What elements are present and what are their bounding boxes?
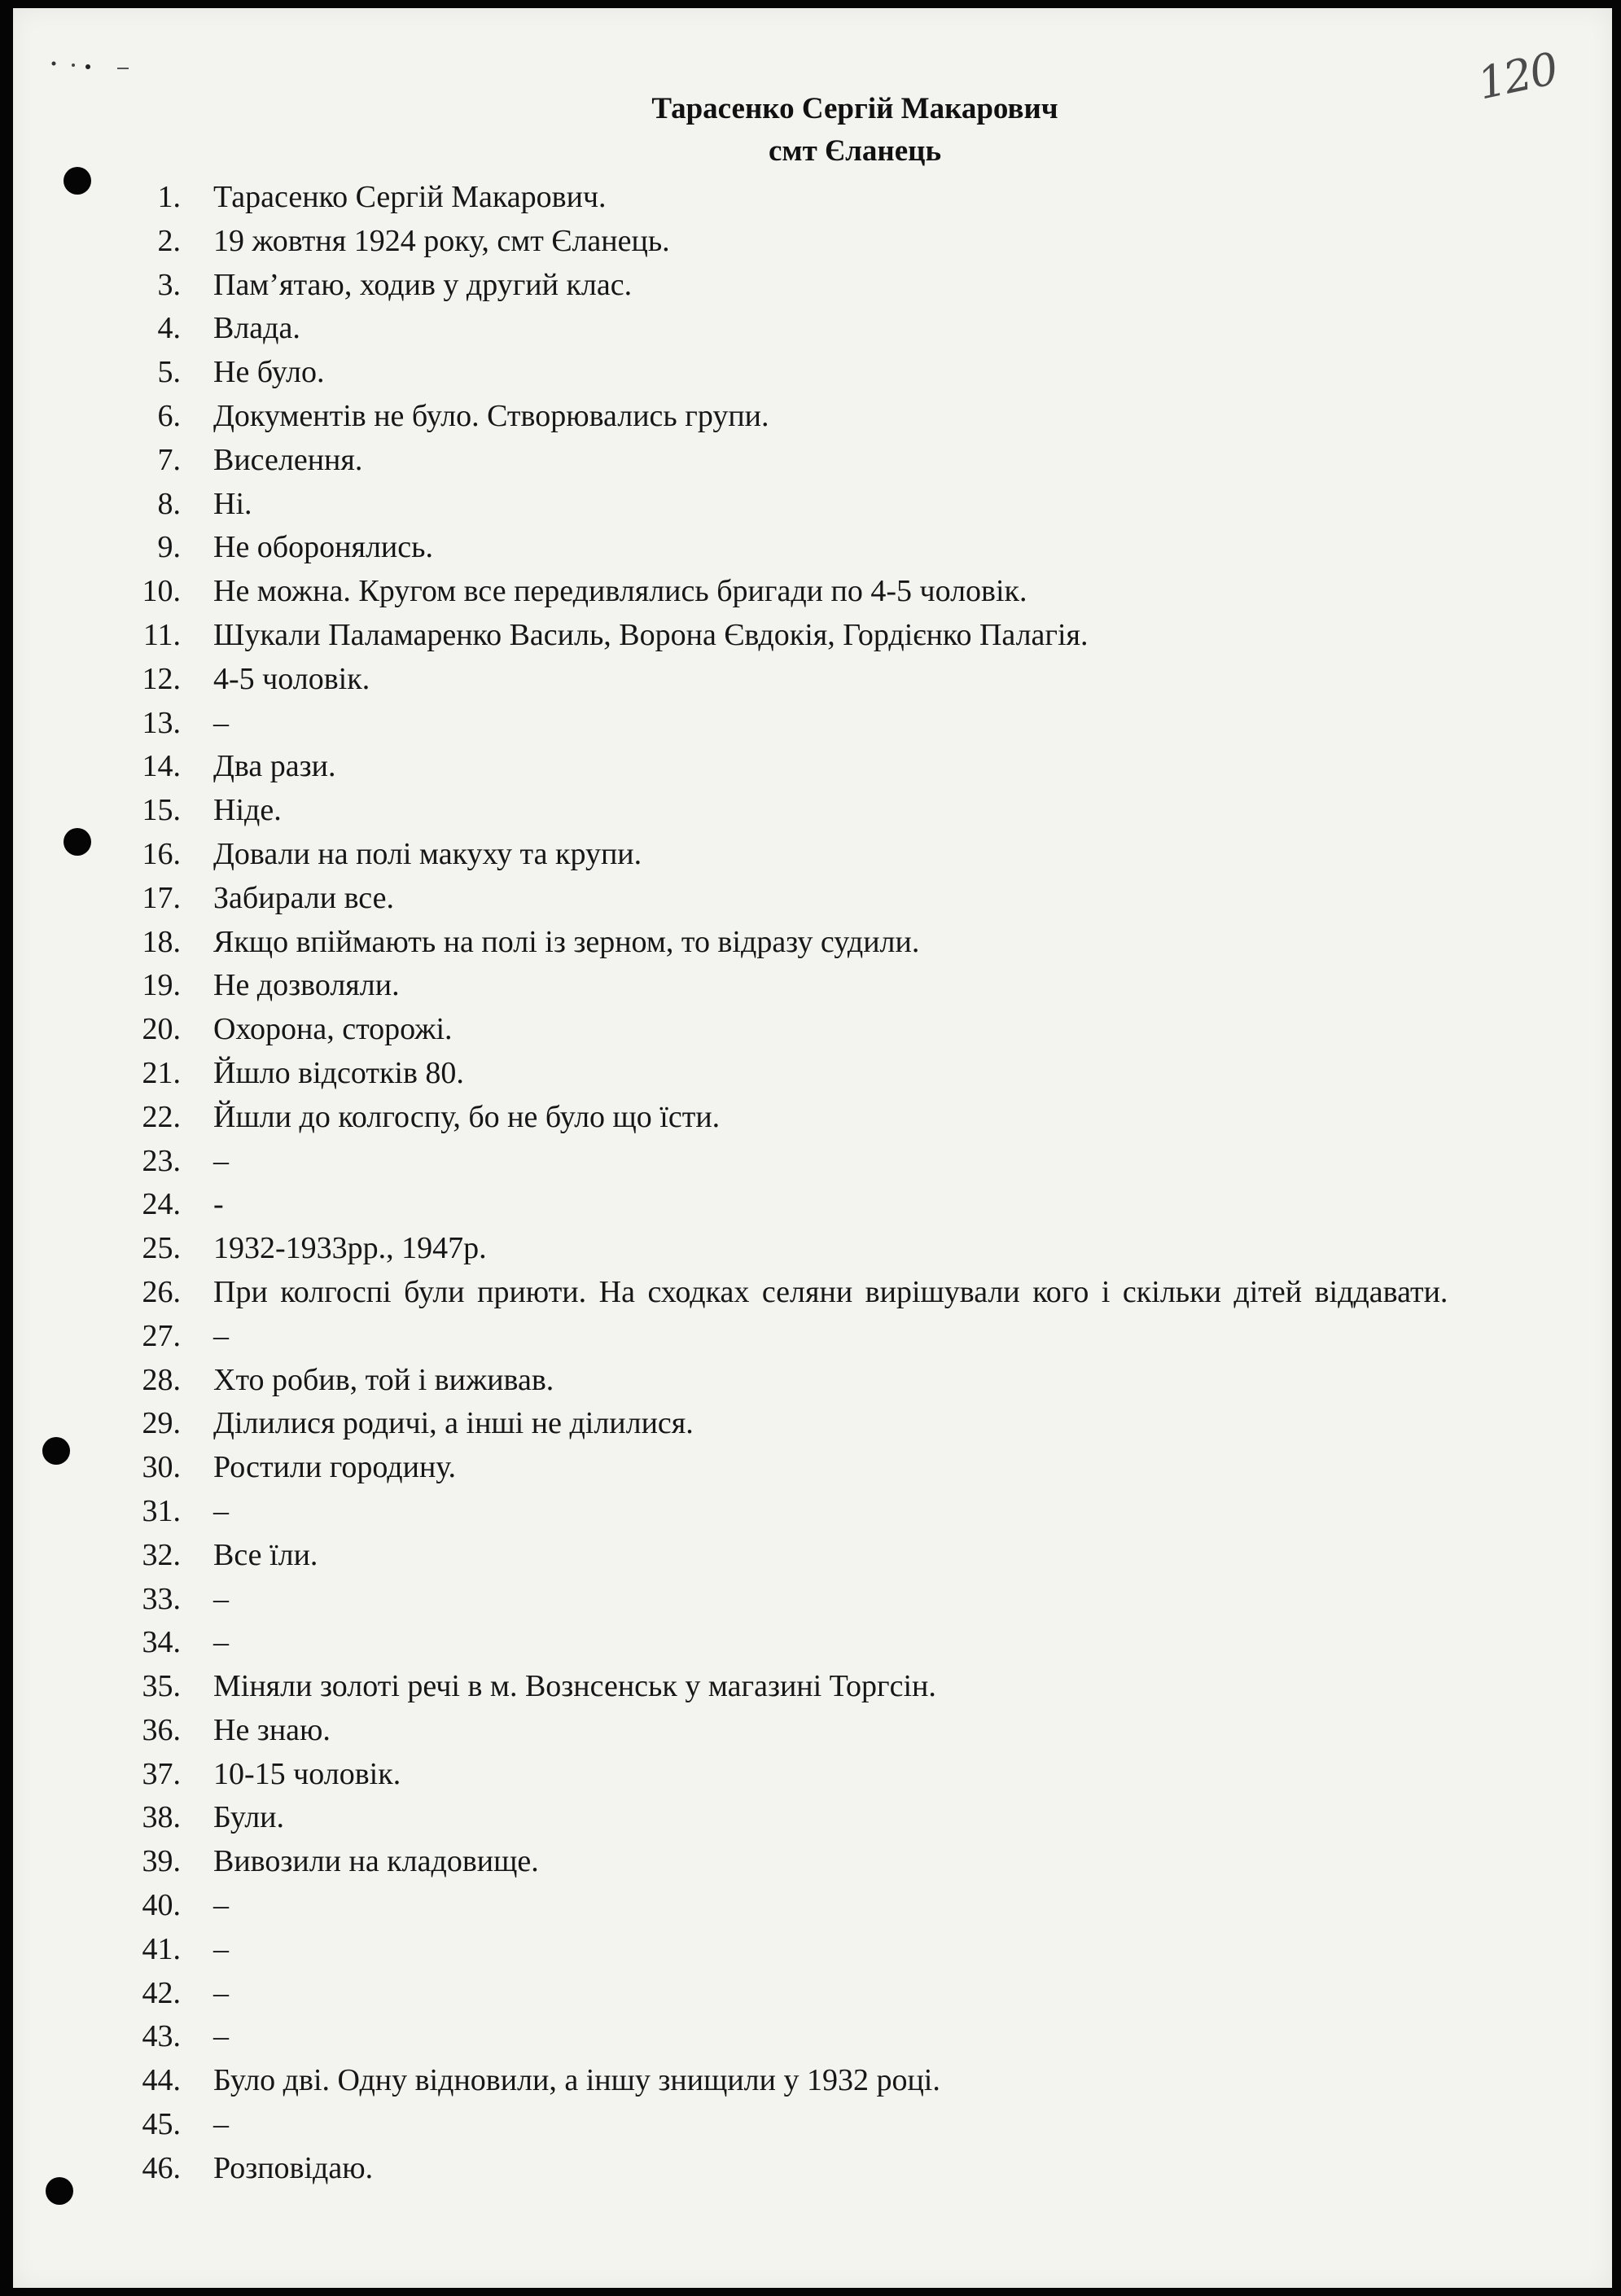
answer-item [0, 1928, 1621, 1972]
answer-number: 4. [157, 311, 181, 346]
answer-text: Ніде. [213, 793, 282, 828]
answer-text: Документів не було. Створювались групи. [213, 398, 769, 433]
answer-number: 28. [142, 1362, 181, 1397]
answer-number: 21. [142, 1055, 181, 1090]
answer-item [0, 1621, 1621, 1665]
answer-item [0, 1008, 1621, 1052]
answer-text: – [213, 2019, 229, 2054]
answer-item [0, 1709, 1621, 1753]
answer-number: 15. [142, 793, 181, 828]
answer-text: – [213, 1975, 229, 2010]
answer-text: – [213, 1318, 229, 1353]
answer-number: 38. [142, 1800, 181, 1835]
answer-list [0, 176, 1621, 2191]
answer-number: 18. [142, 924, 181, 959]
page-subtitle: смт Єланець [768, 134, 942, 168]
answer-text: Шукали Паламаренко Василь, Ворона Євдокія, Гордієнко Палагія. [213, 617, 1089, 652]
answer-text: Ділилися родичі, а інші не ділилися. [213, 1406, 694, 1441]
answer-number: 11. [142, 617, 181, 652]
answer-number: 45. [142, 2107, 181, 2142]
answer-number: 33. [142, 1581, 181, 1616]
answer-text: – [213, 1143, 229, 1178]
answer-number: 6. [157, 398, 181, 433]
answer-item [0, 307, 1621, 351]
answer-item [0, 1796, 1621, 1840]
answer-number: 7. [157, 442, 181, 477]
answer-item [0, 2147, 1621, 2191]
answer-item [0, 483, 1621, 527]
answer-number: 35. [142, 1669, 181, 1704]
answer-item [0, 1446, 1621, 1490]
answer-item [0, 1096, 1621, 1140]
answer-item [0, 1753, 1621, 1797]
answer-text: Ростили городину. [213, 1450, 456, 1485]
answer-item [0, 1271, 1621, 1315]
answer-item [0, 1402, 1621, 1446]
answer-text: Міняли золоті речі в м. Вознсенськ у магазині Торгсін. [213, 1669, 936, 1704]
answer-item [0, 176, 1621, 220]
answer-item [0, 702, 1621, 746]
answer-number: 3. [157, 267, 181, 302]
answer-text: Були. [213, 1800, 285, 1835]
answer-item [0, 2015, 1621, 2059]
answer-number: 36. [142, 1712, 181, 1747]
answer-text: Вивозили на кладовище. [213, 1844, 539, 1879]
answer-text: Хто робив, той і виживав. [213, 1362, 554, 1397]
answer-item [0, 2103, 1621, 2147]
answer-text: Забирали все. [213, 880, 394, 915]
answer-item [0, 1052, 1621, 1096]
answer-item [0, 1227, 1621, 1271]
answer-text: – [213, 1625, 229, 1660]
answer-text: Не оборонялись. [213, 530, 433, 565]
answer-text: – [213, 1888, 229, 1923]
answer-number: 1. [157, 180, 181, 214]
answer-number: 39. [142, 1844, 181, 1879]
answer-text: Не дозволяли. [213, 968, 400, 1003]
answer-number: 26. [142, 1274, 181, 1309]
answer-number: 22. [142, 1099, 181, 1134]
answer-item [0, 2059, 1621, 2103]
answer-number: 46. [142, 2150, 181, 2185]
answer-number: 27. [142, 1318, 181, 1353]
answer-text: – [213, 1931, 229, 1966]
answer-item [0, 1315, 1621, 1359]
answer-item [0, 1840, 1621, 1884]
answer-number: 41. [142, 1931, 181, 1966]
answer-number: 42. [142, 1975, 181, 2010]
scan-specks [47, 57, 145, 73]
answer-text: Йшло відсотків 80. [213, 1055, 464, 1090]
answer-number: 19. [142, 968, 181, 1003]
answer-number: 23. [142, 1143, 181, 1178]
answer-item [0, 1359, 1621, 1403]
answer-item [0, 921, 1621, 965]
answer-text: Не було. [213, 355, 325, 390]
answer-text: Ні. [213, 486, 252, 521]
answer-text: - [213, 1187, 224, 1222]
answer-number: 31. [142, 1493, 181, 1528]
answer-number: 44. [142, 2063, 181, 2098]
answer-text: Охорона, сторожі. [213, 1012, 453, 1047]
answer-text: 19 жовтня 1924 року, смт Єланець. [213, 223, 670, 258]
answer-number: 43. [142, 2019, 181, 2054]
answer-item [0, 964, 1621, 1008]
answer-number: 24. [142, 1187, 181, 1222]
answer-text: 4-5 чоловік. [213, 661, 370, 696]
answer-text: – [213, 1581, 229, 1616]
answer-text: При колгоспі були приюти. На сходках селяни вирішували кого і скільки дітей віддавати. [213, 1274, 1448, 1309]
answer-number: 10. [142, 574, 181, 609]
answer-number: 20. [142, 1012, 181, 1047]
answer-item [0, 1140, 1621, 1184]
answer-text: 10-15 чоловік. [213, 1756, 401, 1791]
answer-number: 25. [142, 1231, 181, 1266]
answer-item [0, 877, 1621, 921]
answer-text: Два рази. [213, 749, 336, 784]
answer-item [0, 658, 1621, 702]
answer-item [0, 833, 1621, 877]
answer-number: 8. [157, 486, 181, 521]
answer-item [0, 745, 1621, 789]
answer-number: 12. [142, 661, 181, 696]
answer-item [0, 1884, 1621, 1928]
answer-item [0, 1183, 1621, 1227]
answer-number: 32. [142, 1537, 181, 1572]
answer-text: Якщо впіймають на полі із зерном, то відразу судили. [213, 924, 920, 959]
answer-number: 30. [142, 1450, 181, 1485]
answer-item [0, 1665, 1621, 1709]
answer-number: 5. [157, 355, 181, 390]
answer-text: Влада. [213, 311, 300, 346]
answer-item [0, 614, 1621, 658]
answer-item [0, 1490, 1621, 1534]
answer-item [0, 1534, 1621, 1578]
answer-item [0, 264, 1621, 308]
answer-item [0, 789, 1621, 833]
answer-text: – [213, 705, 229, 740]
page-title: Тарасенко Сергій Макарович [651, 92, 1058, 125]
answer-item [0, 220, 1621, 264]
answer-text: – [213, 2107, 229, 2142]
answer-text: Довали на полі макуху та крупи. [213, 836, 642, 871]
answer-text: Розповідаю. [213, 2150, 374, 2185]
answer-number: 9. [157, 530, 181, 565]
answer-number: 16. [142, 836, 181, 871]
answer-number: 2. [157, 223, 181, 258]
answer-text: Було дві. Одну відновили, а іншу знищили у 1932 році. [213, 2063, 940, 2098]
answer-number: 29. [142, 1406, 181, 1441]
answer-text: – [213, 1493, 229, 1528]
answer-text: Все їли. [213, 1537, 318, 1572]
answer-number: 14. [142, 749, 181, 784]
answer-number: 37. [142, 1756, 181, 1791]
answer-text: Пам’ятаю, ходив у другий клас. [213, 267, 633, 302]
answer-item [0, 526, 1621, 570]
answer-text: 1932-1933рр., 1947р. [213, 1231, 487, 1266]
answer-item [0, 1972, 1621, 2016]
answer-text: Йшли до колгоспу, бо не було що їсти. [213, 1099, 721, 1134]
answer-text: Виселення. [213, 442, 363, 477]
answer-item [0, 439, 1621, 483]
handwritten-page-number: 120 [1473, 42, 1562, 110]
answer-item [0, 1578, 1621, 1622]
answer-text: Не знаю. [213, 1712, 331, 1747]
answer-item [0, 570, 1621, 614]
answer-number: 17. [142, 880, 181, 915]
answer-text: Тарасенко Сергій Макарович. [213, 180, 607, 214]
answer-item [0, 395, 1621, 439]
answer-number: 40. [142, 1888, 181, 1923]
answer-number: 34. [142, 1625, 181, 1660]
answer-text: Не можна. Кругом все передивлялись бригади по 4-5 чоловік. [213, 574, 1027, 609]
answer-number: 13. [142, 705, 181, 740]
answer-item [0, 351, 1621, 395]
